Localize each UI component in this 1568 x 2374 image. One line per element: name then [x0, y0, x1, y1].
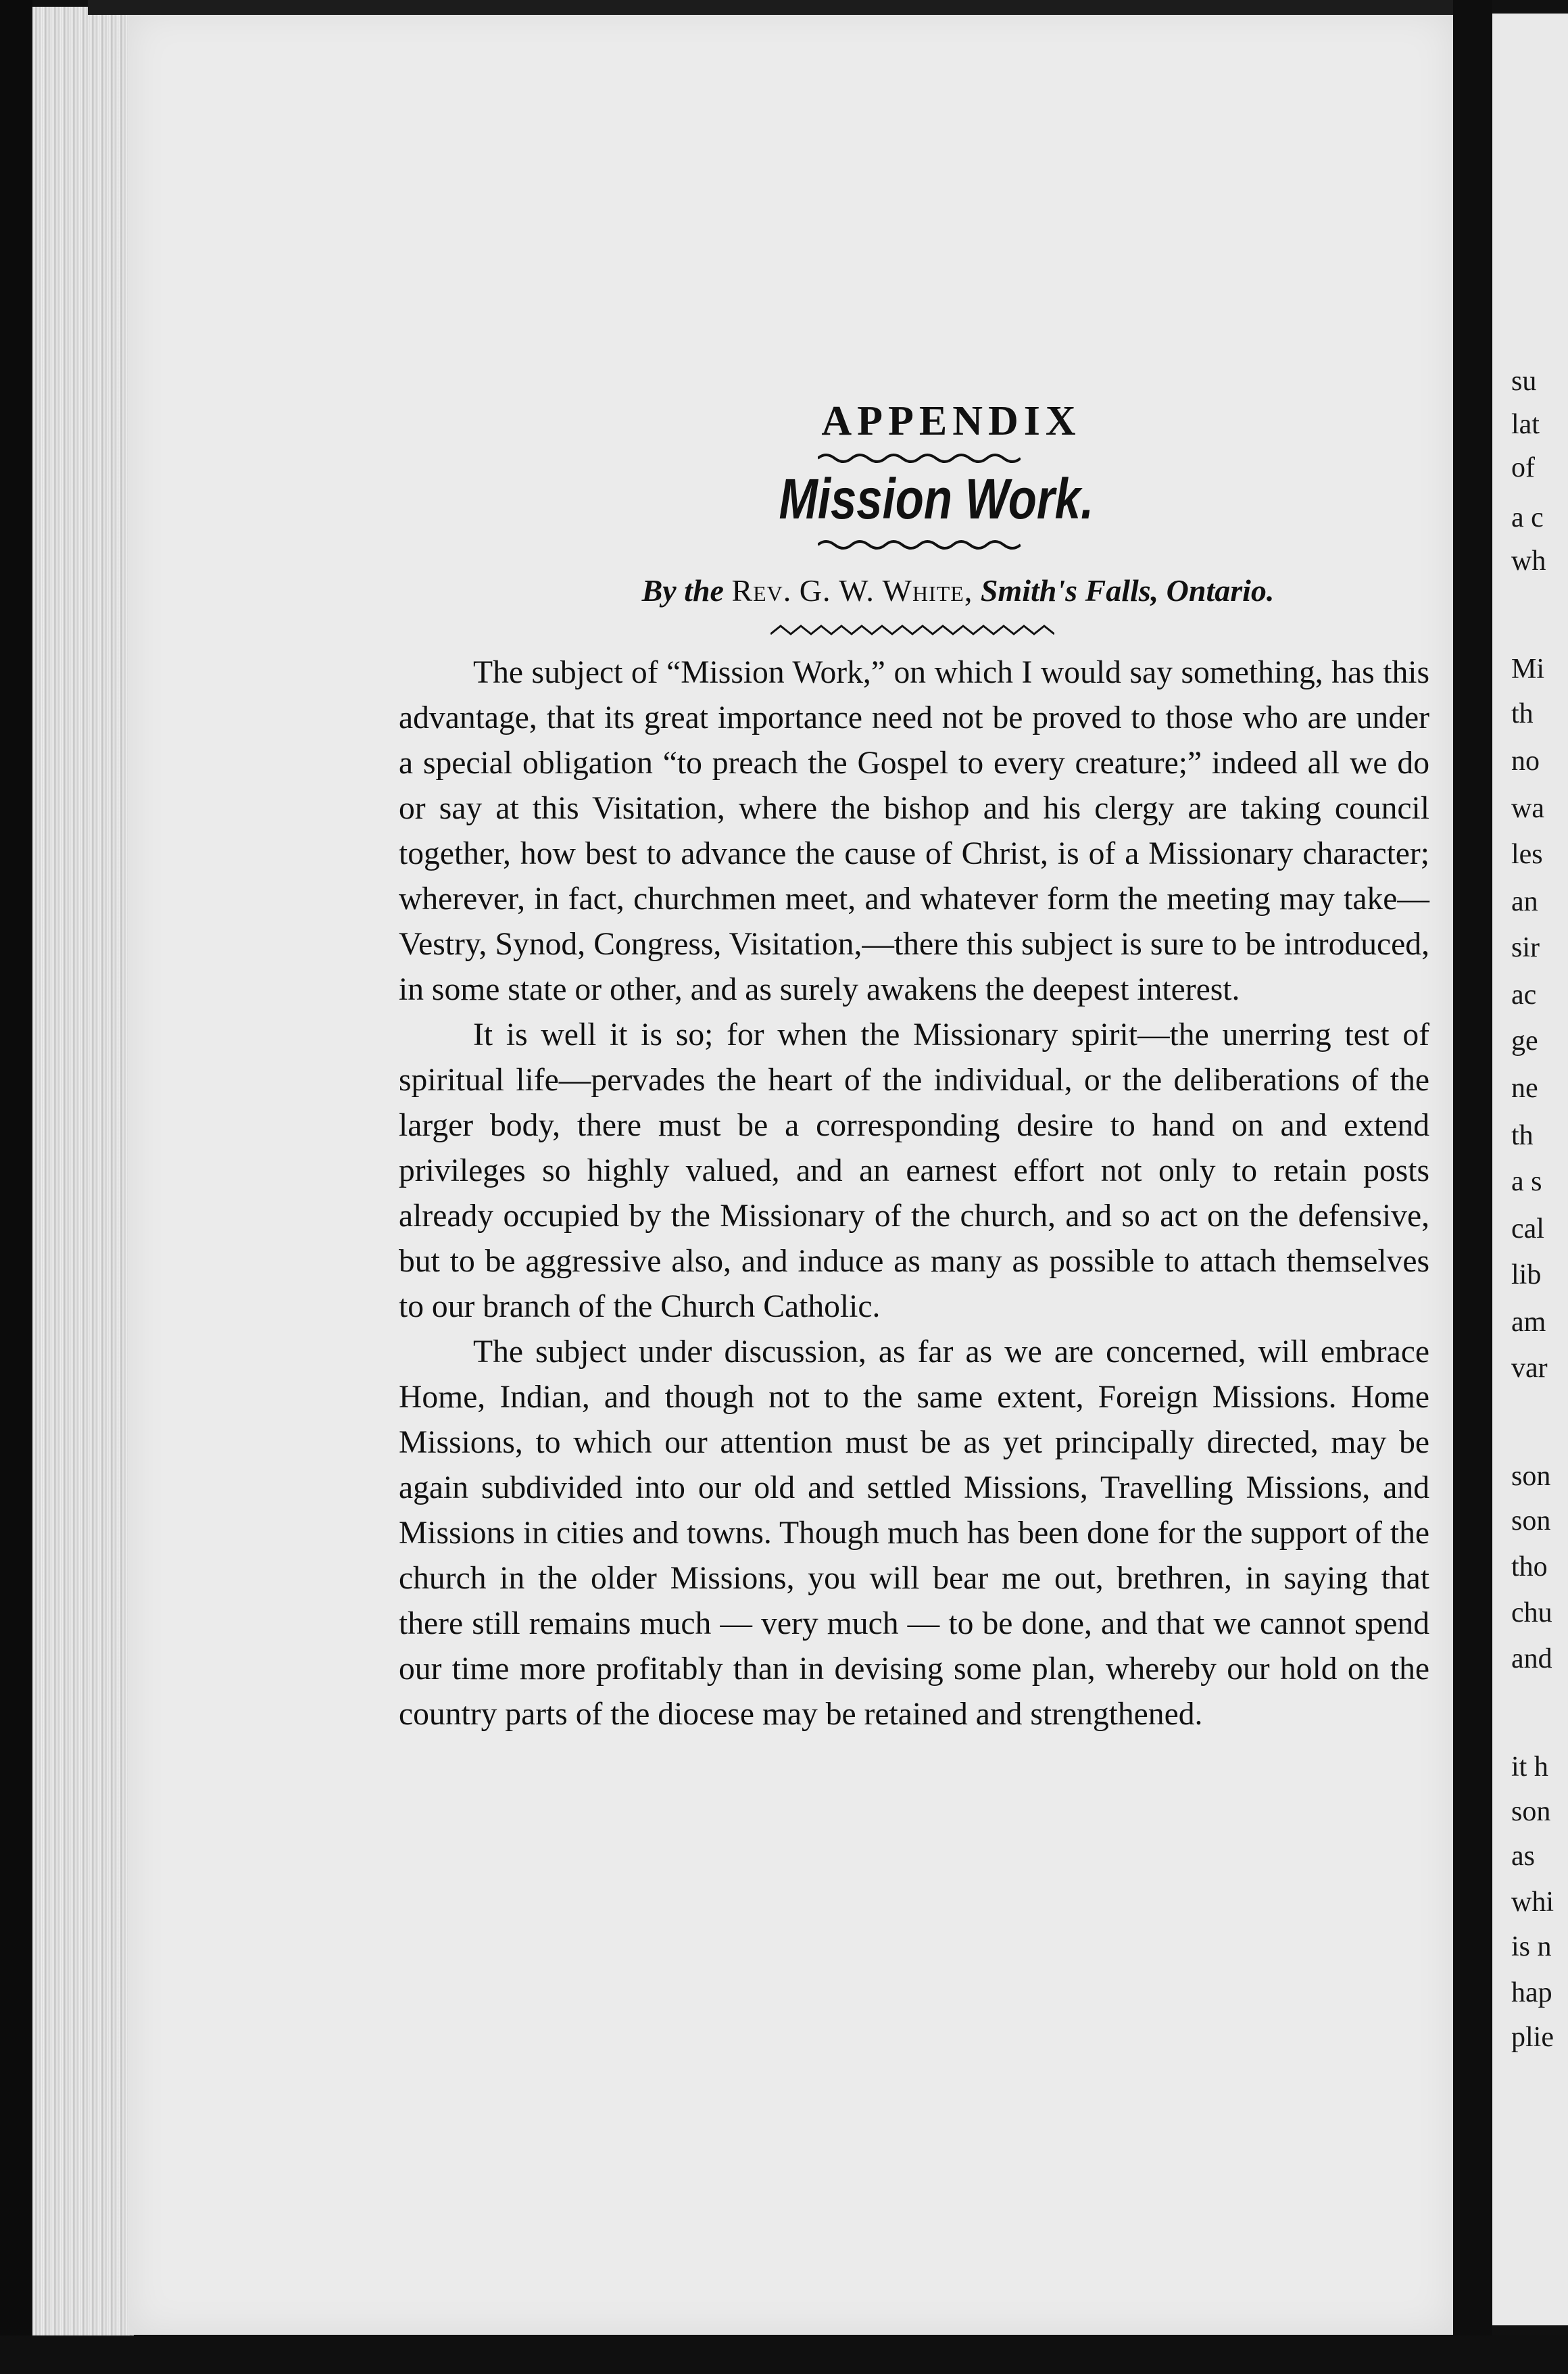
fragment: Mi [1511, 654, 1545, 685]
fragment: ne [1511, 1073, 1538, 1104]
fragment: tho [1511, 1551, 1548, 1582]
page-content [399, 397, 1429, 1737]
fragment: th [1511, 698, 1534, 729]
fragment: plie [1511, 2022, 1554, 2053]
scan-border-bottom [0, 2335, 1568, 2374]
fragment: wa [1511, 793, 1544, 824]
byline-rev: Rev. [731, 573, 792, 608]
fragment: chu [1511, 1597, 1552, 1628]
fragment: th [1511, 1120, 1534, 1151]
fragment: ac [1511, 979, 1537, 1011]
fragment: lib [1511, 1259, 1542, 1290]
fragment: a s [1511, 1166, 1542, 1197]
fragment: su [1511, 366, 1537, 397]
fragment: is n [1511, 1931, 1552, 1962]
fragment: wh [1511, 546, 1546, 577]
article-title: Mission Work. [779, 467, 1094, 531]
byline [399, 572, 1429, 610]
book-gutter [1453, 0, 1492, 2374]
fragment: lat [1511, 409, 1540, 440]
fragment: son [1511, 1796, 1551, 1827]
fragment: hap [1511, 1977, 1552, 2008]
paragraph-2: It is well it is so; for when the Missionary spirit—the unerring test of spiritual life—pervades the heart of the individual, or the deliberations of the larger body, there must be a corresponding desire to hand on and extend privileges so highly valued, and an earnest effort not only to retain posts already occupied by the Missionary of the church, and so act on the defensive, but to be aggressive also, and induce as many as possible to attach themselves to our branch of the Church Catholic. [399, 1017, 1429, 1324]
fragment: of [1511, 452, 1535, 483]
fragment: son [1511, 1461, 1551, 1492]
fragment: cal [1511, 1213, 1544, 1244]
byline-place: Smith's Falls, Ontario. [980, 573, 1275, 608]
fragment: an [1511, 886, 1538, 917]
ornament-squiggle-under-title [818, 537, 1021, 553]
fragment: a c [1511, 502, 1544, 533]
ornament-squiggle-top [818, 450, 1021, 466]
fragment: whi [1511, 1887, 1554, 1918]
appendix-heading: APPENDIX [821, 398, 1081, 444]
fragment: it h [1511, 1751, 1548, 1783]
fragment: sir [1511, 932, 1540, 963]
fragment: as [1511, 1841, 1535, 1872]
paragraph-3: The subject under discussion, as far as we are concerned, will embrace Home, Indian, and though not to the same extent, Foreign Missions. Home Missions, to which our attention must be as yet principally directed, may be again subdivided into our old and settled Missions, Travelling Missions, and Missions in cities and towns. Though much has been done for the support of the church in the older Missions, you will bear me out, brethren, in saying that there still remains much — very much — to be done, and that we cannot spend our time more profitably than in devising some plan, whereby our hold on the country parts of the diocese may be retained and strengthened. [399, 1334, 1429, 1732]
fragment: son [1511, 1505, 1551, 1536]
fragment: am [1511, 1307, 1546, 1338]
scan-border-left [0, 0, 32, 2374]
fragment: ge [1511, 1025, 1538, 1057]
ornament-zigzag [770, 623, 1054, 638]
scan-border-top [88, 0, 1460, 15]
fragment: var [1511, 1353, 1548, 1384]
byline-author: G. W. White, [799, 573, 973, 608]
paragraph-1: The subject of “Mission Work,” on which I would say something, has this advantage, that its great importance need not be proved to those who are under a special obligation “to preach the Gospel to every creature;” indeed all we do or say at this Visitation, where the bishop and his clergy are taking council together, how best to advance the cause of Christ, is of a Missionary character; wherever, in fact, churchmen meet, and whatever form the meeting may take—Vestry, Synod, Congress, Visitation,—there this subject is sure to be introduced, in some state or other, and as surely awakens the deepest interest. [399, 655, 1429, 1007]
fragment: les [1511, 839, 1543, 870]
page-edges [32, 7, 134, 2339]
fragment: no [1511, 746, 1540, 777]
byline-prefix: By the [641, 573, 724, 608]
fragment: and [1511, 1643, 1552, 1674]
